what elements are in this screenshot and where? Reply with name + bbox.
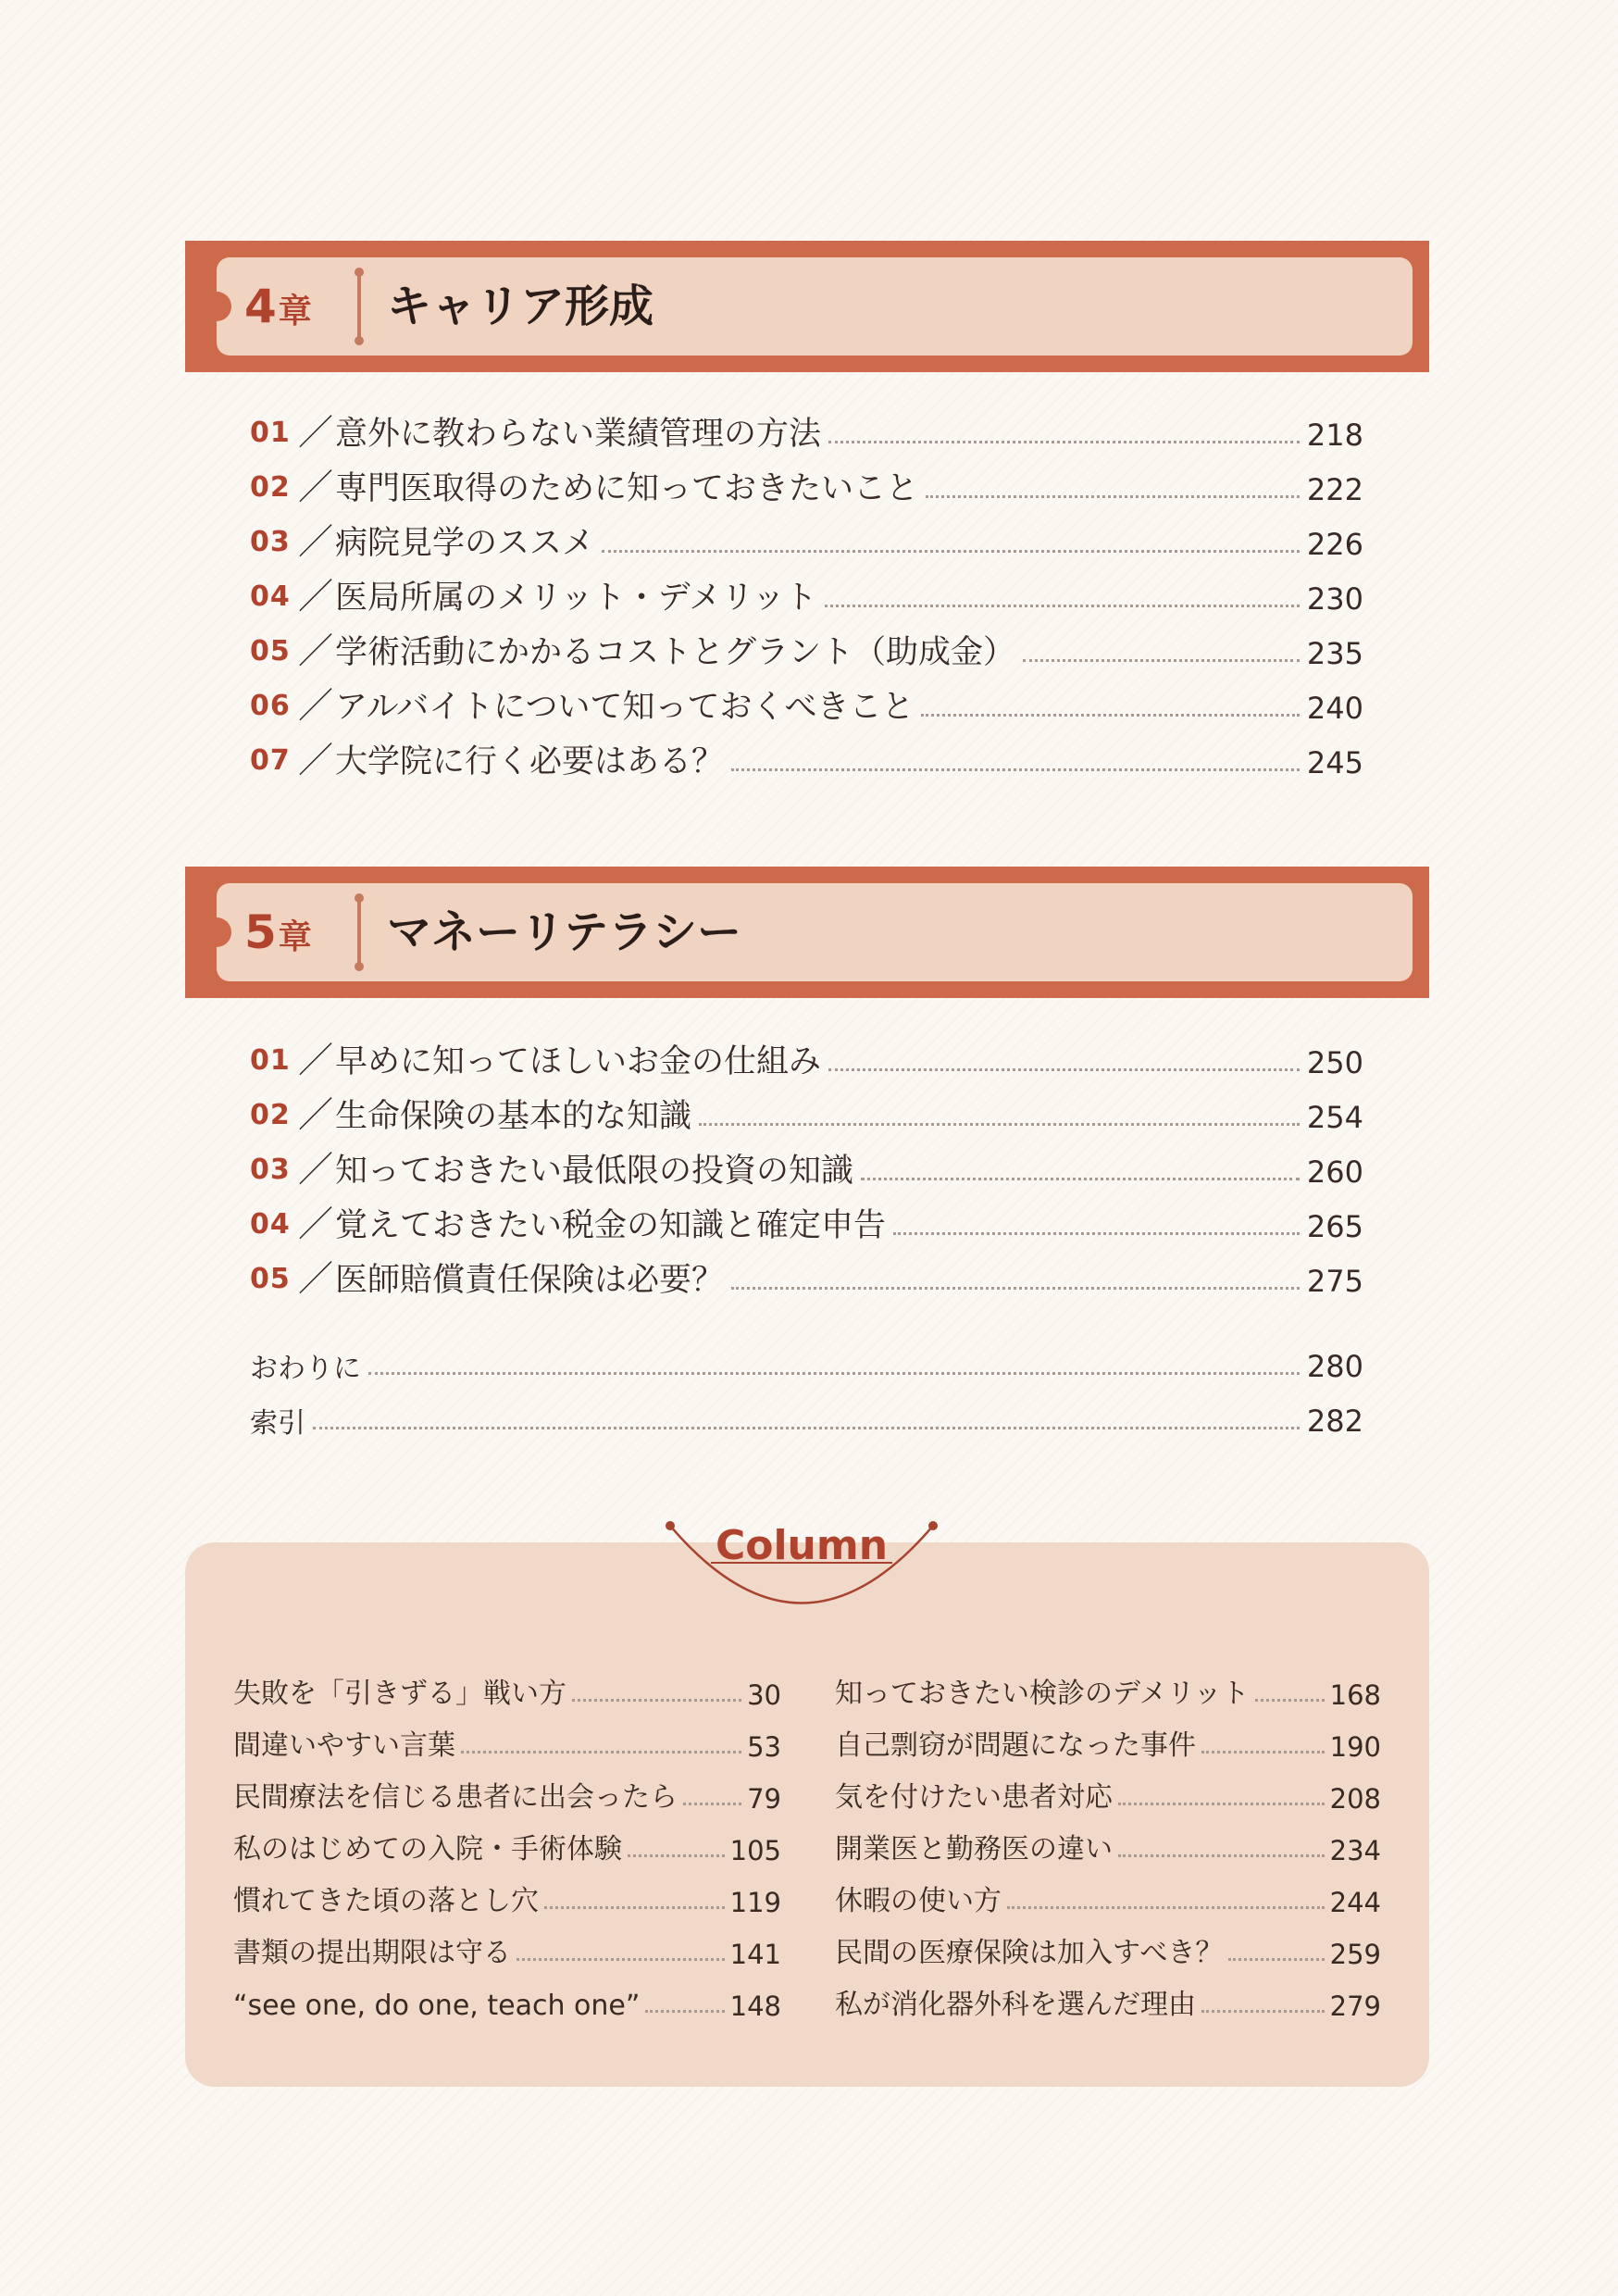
- column-leader: [645, 2010, 724, 2013]
- toc-slash: ／: [298, 412, 334, 453]
- toc-slash: ／: [298, 1204, 334, 1244]
- toc-slash: ／: [298, 467, 334, 507]
- column-page: 168: [1329, 1679, 1381, 1711]
- column-page: 259: [1329, 1939, 1381, 1970]
- column-leader: [1007, 1906, 1325, 1909]
- toc-label: アルバイトについて知っておくべきこと: [335, 689, 915, 726]
- toc-page: 245: [1306, 745, 1363, 780]
- toc-page: 280: [1306, 1349, 1363, 1384]
- column-leader: [1118, 1803, 1325, 1805]
- toc-number: 02: [250, 471, 291, 504]
- column-leader: [683, 1803, 741, 1805]
- column-item[interactable]: [233, 1666, 781, 1718]
- toc-label: おわりに: [250, 1353, 361, 1385]
- chapter5-toc: [250, 1033, 1363, 1306]
- toc-row[interactable]: [250, 1197, 1363, 1252]
- toc-number: 01: [250, 1044, 291, 1077]
- toc-leader: [926, 495, 1300, 498]
- column-page: 119: [729, 1887, 781, 1918]
- toc-page: 265: [1306, 1209, 1363, 1244]
- chapter5-num: 5: [244, 905, 277, 959]
- toc-slash: ／: [298, 1094, 334, 1135]
- toc-leader: [861, 1178, 1300, 1180]
- toc-label: 大学院に行く必要はある？: [335, 743, 725, 780]
- toc-leader: [828, 441, 1300, 443]
- toc-row[interactable]: [250, 624, 1363, 679]
- toc-leader: [368, 1372, 1300, 1375]
- toc-leader: [602, 550, 1300, 553]
- column-page: 79: [747, 1783, 781, 1815]
- toc-row[interactable]: [250, 515, 1363, 569]
- column-label: 休暇の使い方: [835, 1885, 1002, 1917]
- toc-number: 03: [250, 1154, 291, 1186]
- back-matter-toc: [250, 1337, 1363, 1446]
- toc-page: 282: [1306, 1404, 1363, 1439]
- toc-label: 生命保険の基本的な知識: [335, 1098, 692, 1135]
- toc-row[interactable]: [250, 569, 1363, 624]
- toc-row[interactable]: [250, 1252, 1363, 1306]
- column-page: 234: [1329, 1835, 1381, 1866]
- column-leader: [1201, 1751, 1325, 1753]
- column-label: 私が消化器外科を選んだ理由: [835, 1989, 1196, 2021]
- toc-row[interactable]: [250, 679, 1363, 733]
- column-item[interactable]: [835, 1666, 1381, 1718]
- column-leader: [1118, 1854, 1325, 1857]
- toc-slash: ／: [298, 576, 334, 617]
- column-page: 148: [729, 1990, 781, 2022]
- column-leader: [1201, 2010, 1325, 2013]
- toc-label: 意外に教わらない業績管理の方法: [335, 416, 822, 453]
- banner-notch: [202, 292, 231, 321]
- column-label: “see one, do one, teach one”: [233, 1990, 641, 2022]
- column-page: 279: [1329, 1990, 1381, 2022]
- column-page: 141: [729, 1939, 781, 1970]
- column-label: 民間療法を信じる患者に出会ったら: [233, 1781, 678, 1814]
- toc-page: 218: [1306, 418, 1363, 453]
- column-title: Column: [715, 1522, 889, 1569]
- toc-row[interactable]: [250, 1033, 1363, 1088]
- toc-row[interactable]: [250, 1142, 1363, 1197]
- toc-label: 専門医取得のために知っておきたいこと: [335, 470, 919, 507]
- toc-label: 学術活動にかかるコストとグラント（助成金）: [335, 634, 1016, 671]
- chapter4-sho: 章: [278, 293, 312, 331]
- column-leader: [1255, 1699, 1325, 1702]
- toc-row[interactable]: [250, 460, 1363, 515]
- toc-number: 05: [250, 1263, 291, 1295]
- column-item[interactable]: [835, 1770, 1381, 1822]
- column-item[interactable]: [835, 1978, 1381, 2029]
- toc-label: 病院見学のススメ: [335, 525, 595, 562]
- column-item[interactable]: [233, 1822, 781, 1874]
- column-label: 慣れてきた頃の落とし穴: [233, 1885, 539, 1917]
- chapter4-num: 4: [244, 280, 277, 333]
- chapter4-banner-inner: [217, 257, 1413, 356]
- chapter5-sho: 章: [278, 918, 312, 956]
- column-leader: [544, 1906, 725, 1909]
- toc-label: 医局所属のメリット・デメリット: [335, 580, 817, 617]
- column-list-right: [835, 1666, 1381, 2029]
- toc-leader: [828, 1068, 1300, 1071]
- column-list-left: [233, 1666, 781, 2029]
- toc-number: 01: [250, 417, 291, 449]
- toc-slash: ／: [298, 521, 334, 562]
- column-page: 190: [1329, 1731, 1381, 1763]
- toc-leader: [1023, 659, 1300, 662]
- toc-number: 04: [250, 580, 291, 613]
- toc-label: 医師賠償責任保険は必要？: [335, 1262, 725, 1299]
- toc-page: 250: [1306, 1045, 1363, 1080]
- column-label: 開業医と勤務医の違い: [835, 1833, 1113, 1866]
- chapter4-title: キャリア形成: [387, 281, 654, 332]
- toc-label: 覚えておきたい税金の知識と確定申告: [335, 1207, 887, 1244]
- column-label: 自己剽窃が問題になった事件: [835, 1729, 1196, 1762]
- toc-number: 03: [250, 526, 291, 558]
- column-item[interactable]: [233, 1978, 781, 2029]
- banner-notch: [202, 917, 231, 947]
- toc-number: 07: [250, 744, 291, 777]
- toc-leader: [699, 1123, 1300, 1126]
- toc-slash: ／: [298, 740, 334, 780]
- toc-number: 04: [250, 1208, 291, 1241]
- toc-row[interactable]: [250, 406, 1363, 460]
- column-item[interactable]: [233, 1770, 781, 1822]
- chapter5-number: [244, 902, 312, 963]
- column-page: 53: [747, 1731, 781, 1763]
- chapter4-separator: [357, 270, 361, 343]
- column-leader: [628, 1854, 725, 1857]
- chapter4-toc: [250, 406, 1363, 788]
- toc-leader: [731, 1287, 1300, 1290]
- column-leader: [1228, 1958, 1324, 1961]
- column-label: 私のはじめての入院・手術体験: [233, 1833, 622, 1866]
- column-label: 民間の医療保険は加入すべき？: [835, 1937, 1224, 1969]
- column-page: 244: [1329, 1887, 1381, 1918]
- toc-slash: ／: [298, 630, 334, 671]
- toc-leader: [825, 605, 1300, 607]
- toc-page: 226: [1306, 527, 1363, 562]
- toc-slash: ／: [298, 1258, 334, 1299]
- column-page: 208: [1329, 1783, 1381, 1815]
- toc-slash: ／: [298, 685, 334, 726]
- toc-number: 02: [250, 1099, 291, 1131]
- toc-page: 230: [1306, 581, 1363, 617]
- toc-page: 275: [1306, 1264, 1363, 1299]
- toc-page: 222: [1306, 472, 1363, 507]
- chapter5-banner: [185, 867, 1429, 998]
- toc-row-afterword[interactable]: [250, 1337, 1363, 1391]
- toc-label: 索引: [250, 1407, 305, 1440]
- toc-row-index[interactable]: [250, 1391, 1363, 1446]
- column-item[interactable]: [835, 1926, 1381, 1978]
- column-leader: [461, 1751, 741, 1753]
- toc-number: 05: [250, 635, 291, 668]
- toc-label: 知っておきたい最低限の投資の知識: [335, 1153, 854, 1190]
- column-page: 30: [747, 1679, 781, 1711]
- toc-leader: [313, 1427, 1300, 1429]
- column-label: 知っておきたい検診のデメリット: [835, 1678, 1250, 1710]
- column-item[interactable]: [233, 1926, 781, 1978]
- column-label: 書類の提出期限は守る: [233, 1937, 511, 1969]
- toc-slash: ／: [298, 1040, 334, 1080]
- chapter5-banner-inner: [217, 883, 1413, 981]
- toc-slash: ／: [298, 1149, 334, 1190]
- toc-leader: [921, 714, 1299, 717]
- column-leader: [572, 1699, 741, 1702]
- toc-row[interactable]: [250, 733, 1363, 788]
- chapter5-separator: [357, 896, 361, 968]
- toc-page: 235: [1306, 636, 1363, 671]
- column-label: 間違いやすい言葉: [233, 1729, 455, 1762]
- column-item[interactable]: [835, 1718, 1381, 1770]
- chapter4-banner: [185, 241, 1429, 372]
- toc-page: 240: [1306, 691, 1363, 726]
- column-item[interactable]: [233, 1874, 781, 1926]
- column-label: 気を付けたい患者対応: [835, 1781, 1113, 1814]
- toc-leader: [731, 768, 1300, 771]
- toc-page: 254: [1306, 1100, 1363, 1135]
- column-item[interactable]: [233, 1718, 781, 1770]
- chapter4-number: [244, 276, 312, 337]
- column-item[interactable]: [835, 1874, 1381, 1926]
- column-leader: [517, 1958, 725, 1961]
- column-item[interactable]: [835, 1822, 1381, 1874]
- chapter5-title: マネーリテラシー: [387, 906, 742, 958]
- toc-leader: [893, 1232, 1300, 1235]
- column-page: 105: [729, 1835, 781, 1866]
- toc-page: 260: [1306, 1154, 1363, 1190]
- toc-label: 早めに知ってほしいお金の仕組み: [335, 1043, 822, 1080]
- column-label: 失敗を「引きずる」戦い方: [233, 1678, 566, 1710]
- toc-number: 06: [250, 690, 291, 722]
- toc-row[interactable]: [250, 1088, 1363, 1142]
